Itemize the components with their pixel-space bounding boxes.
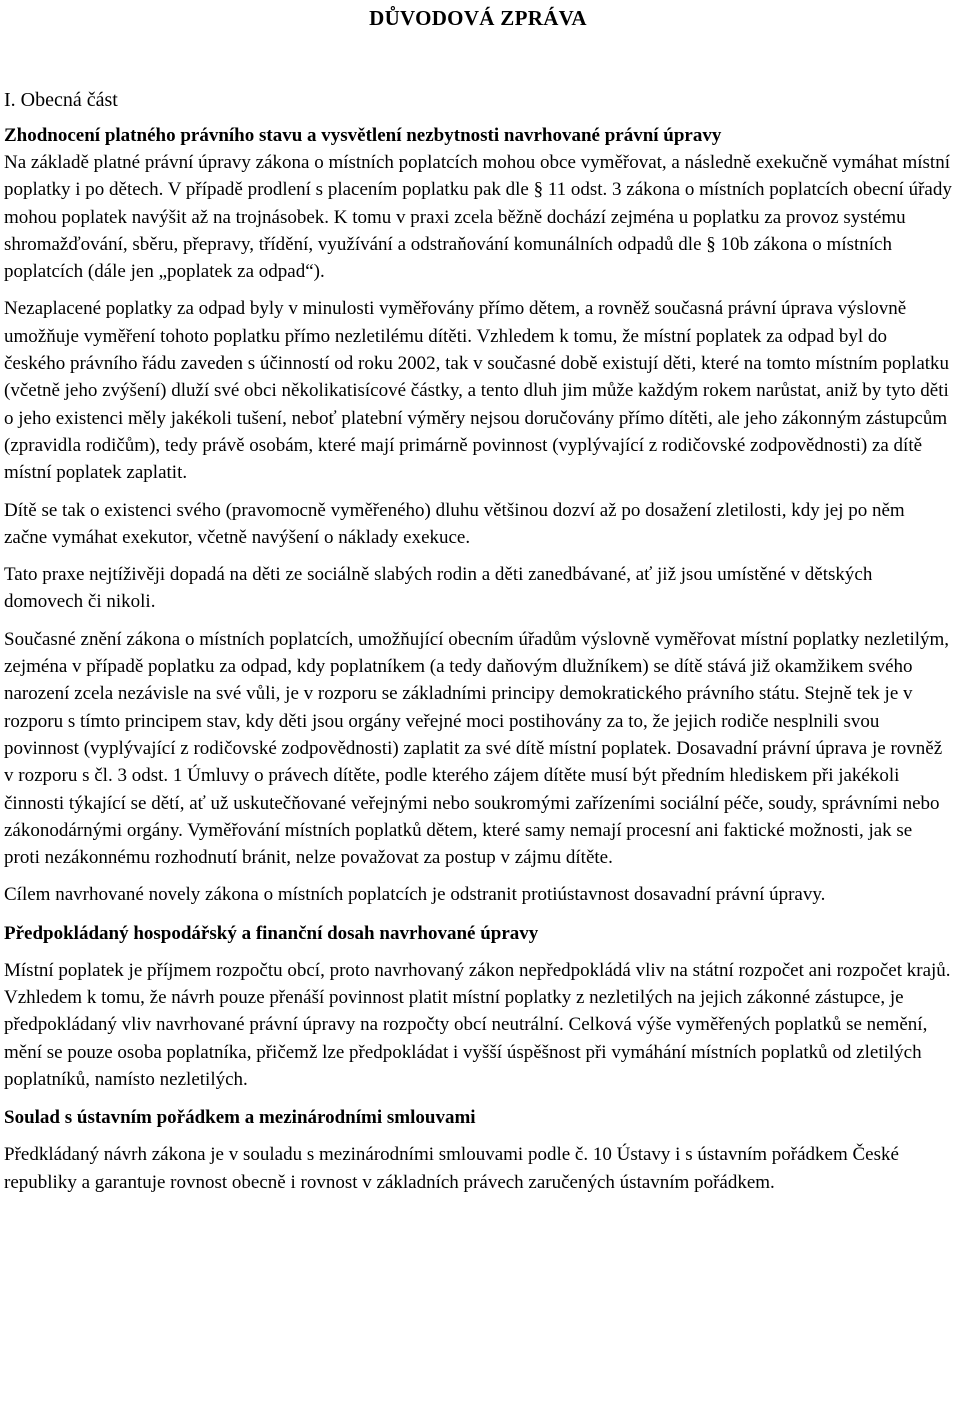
section-title: I. Obecná část xyxy=(4,89,118,111)
paragraph-economic-impact: Místní poplatek je příjmem rozpočtu obcí, proto navrhovaný zákon nepředpokládá vliv na státní rozpočet ani rozpočet krajů. Vzhledem k tomu, že návrh pouze přenáší povinnost platit místní poplatky z nezletilých na jejich zákonné zástupce, je předpokládaný vliv navrhované právní úpravy na rozpočty obcí neutrální. Celková výše vyměřených poplatků se nemění, mění se pouze osoba poplatníka, přičemž lze předpokládat i vyšší úspěšnost při vymáhání místních poplatků od zletilých poplatníků, namísto nezletilých. xyxy=(4,959,951,1090)
paragraph-unpaid-fees: Nezaplacené poplatky za odpad byly v minulosti vyměřovány přímo dětem, a rovněž současná právní úprava výslovně umožňuje vyměření tohoto poplatku přímo nezletilému dítěti. Vzhledem k tomu, že místní poplatek za odpad byl do českého právního řádu zaveden s účinností od roku 2002, tak v současné době existují děti, které na tomto místním poplatku (včetně jeho zvýšení) dluží své obci několikatisícové částky, a tento dluh jim může každým rokem narůstat, aniž by tyto děti o jeho existenci měly jakékoli tušení, neboť platební výměry nejsou doručovány přímo dítěti, ale jeho zákonným zástupcům (zpravidla rodičům), tedy právě osobám, které mají primárně povinnost (vyplývající z rodičovské zodpovědnosti) za dítě místní poplatek zaplatit. xyxy=(4,298,950,484)
paragraph-current-law: Na základě platné právní úpravy zákona o místních poplatcích mohou obce vyměřovat, a následně exekučně vymáhat místní poplatky i po dětech. V případě prodlení s placením poplatku pak dle § 11 odst. 3 zákona o místních poplatcích obecní úřady mohou poplatek navýšit až na trojnásobek. K tomu v praxi zcela běžně dochází zejména u poplatku za provoz systému shromažďování, sběru, přepravy, třídění, využívání a odstraňování komunálních odpadů dle § 10b zákona o místních poplatcích (dále jen „poplatek za odpad“). xyxy=(4,152,952,283)
document-page xyxy=(4,0,952,1196)
paragraph-debt-discovery: Dítě se tak o existenci svého (pravomocně vyměřeného) dluhu většinou dozví až po dosažení zletilosti, kdy jej po něm začne vymáhat exekutor, včetně navýšení o náklady exekuce. xyxy=(4,499,905,548)
paragraph-impact: Tato praxe nejtíživěji dopadá na děti ze sociálně slabých rodin a děti zanedbávané, ať již jsou umístěné v dětských domovech či nikoli. xyxy=(4,564,873,613)
document-title: DŮVODOVÁ ZPRÁVA xyxy=(369,6,587,30)
paragraph-goal: Cílem navrhované novely zákona o místních poplatcích je odstranit protiústavnost dosavadní právní úpravy. xyxy=(4,884,826,906)
heading-economic-impact: Předpokládaný hospodářský a finanční dosah navrhované úpravy xyxy=(4,922,539,944)
paragraph-constitutional-conflict: Současné znění zákona o místních poplatcích, umožňující obecním úřadům výslovně vyměřovat místní poplatky nezletilým, zejména v případě poplatku za odpad, kdy poplatníkem (a tedy daňovým dlužníkem) se dítě stává již okamžikem svého narození zcela nezávisle na své vůli, je v rozporu se základními principy demokratického právního státu. Stejně tek je v rozporu s tímto principem stav, kdy děti jsou orgány veřejné moci postihovány za to, že jejich rodiče nesplnili svou povinnost (vyplývající z rodičovské zodpovědnosti) zaplatit za své dítě místní poplatek. Dosavadní právní úprava je rovněž v rozporu s čl. 3 odst. 1 Úmluvy o právech dítěte, podle kterého zájem dítěte musí být předním hlediskem při jakékoli činnosti týkající se dětí, ať už uskutečňované veřejnými nebo soukromými zařízeními sociální péče, soudy, správními nebo zákonodárnými orgány. Vyměřování místních poplatků dětem, které samy nemají procesní ani faktické možnosti, jak se proti nezákonnému rozhodnutí bránit, nelze považovat za postup v zájmu dítěte. xyxy=(4,628,950,869)
heading-constitutional-compliance: Soulad s ústavním pořádkem a mezinárodními smlouvami xyxy=(4,1107,476,1129)
paragraph-constitutional-compliance: Předkládaný návrh zákona je v souladu s mezinárodními smlouvami podle č. 10 Ústavy i s ústavním pořádkem České republiky a garantuje rovnost obecně i rovnost v základních právech zaručených ústavním pořádkem. xyxy=(4,1144,899,1193)
heading-legal-assessment: Zhodnocení platného právního stavu a vysvětlení nezbytnosti navrhované právní úpravy xyxy=(4,125,722,146)
